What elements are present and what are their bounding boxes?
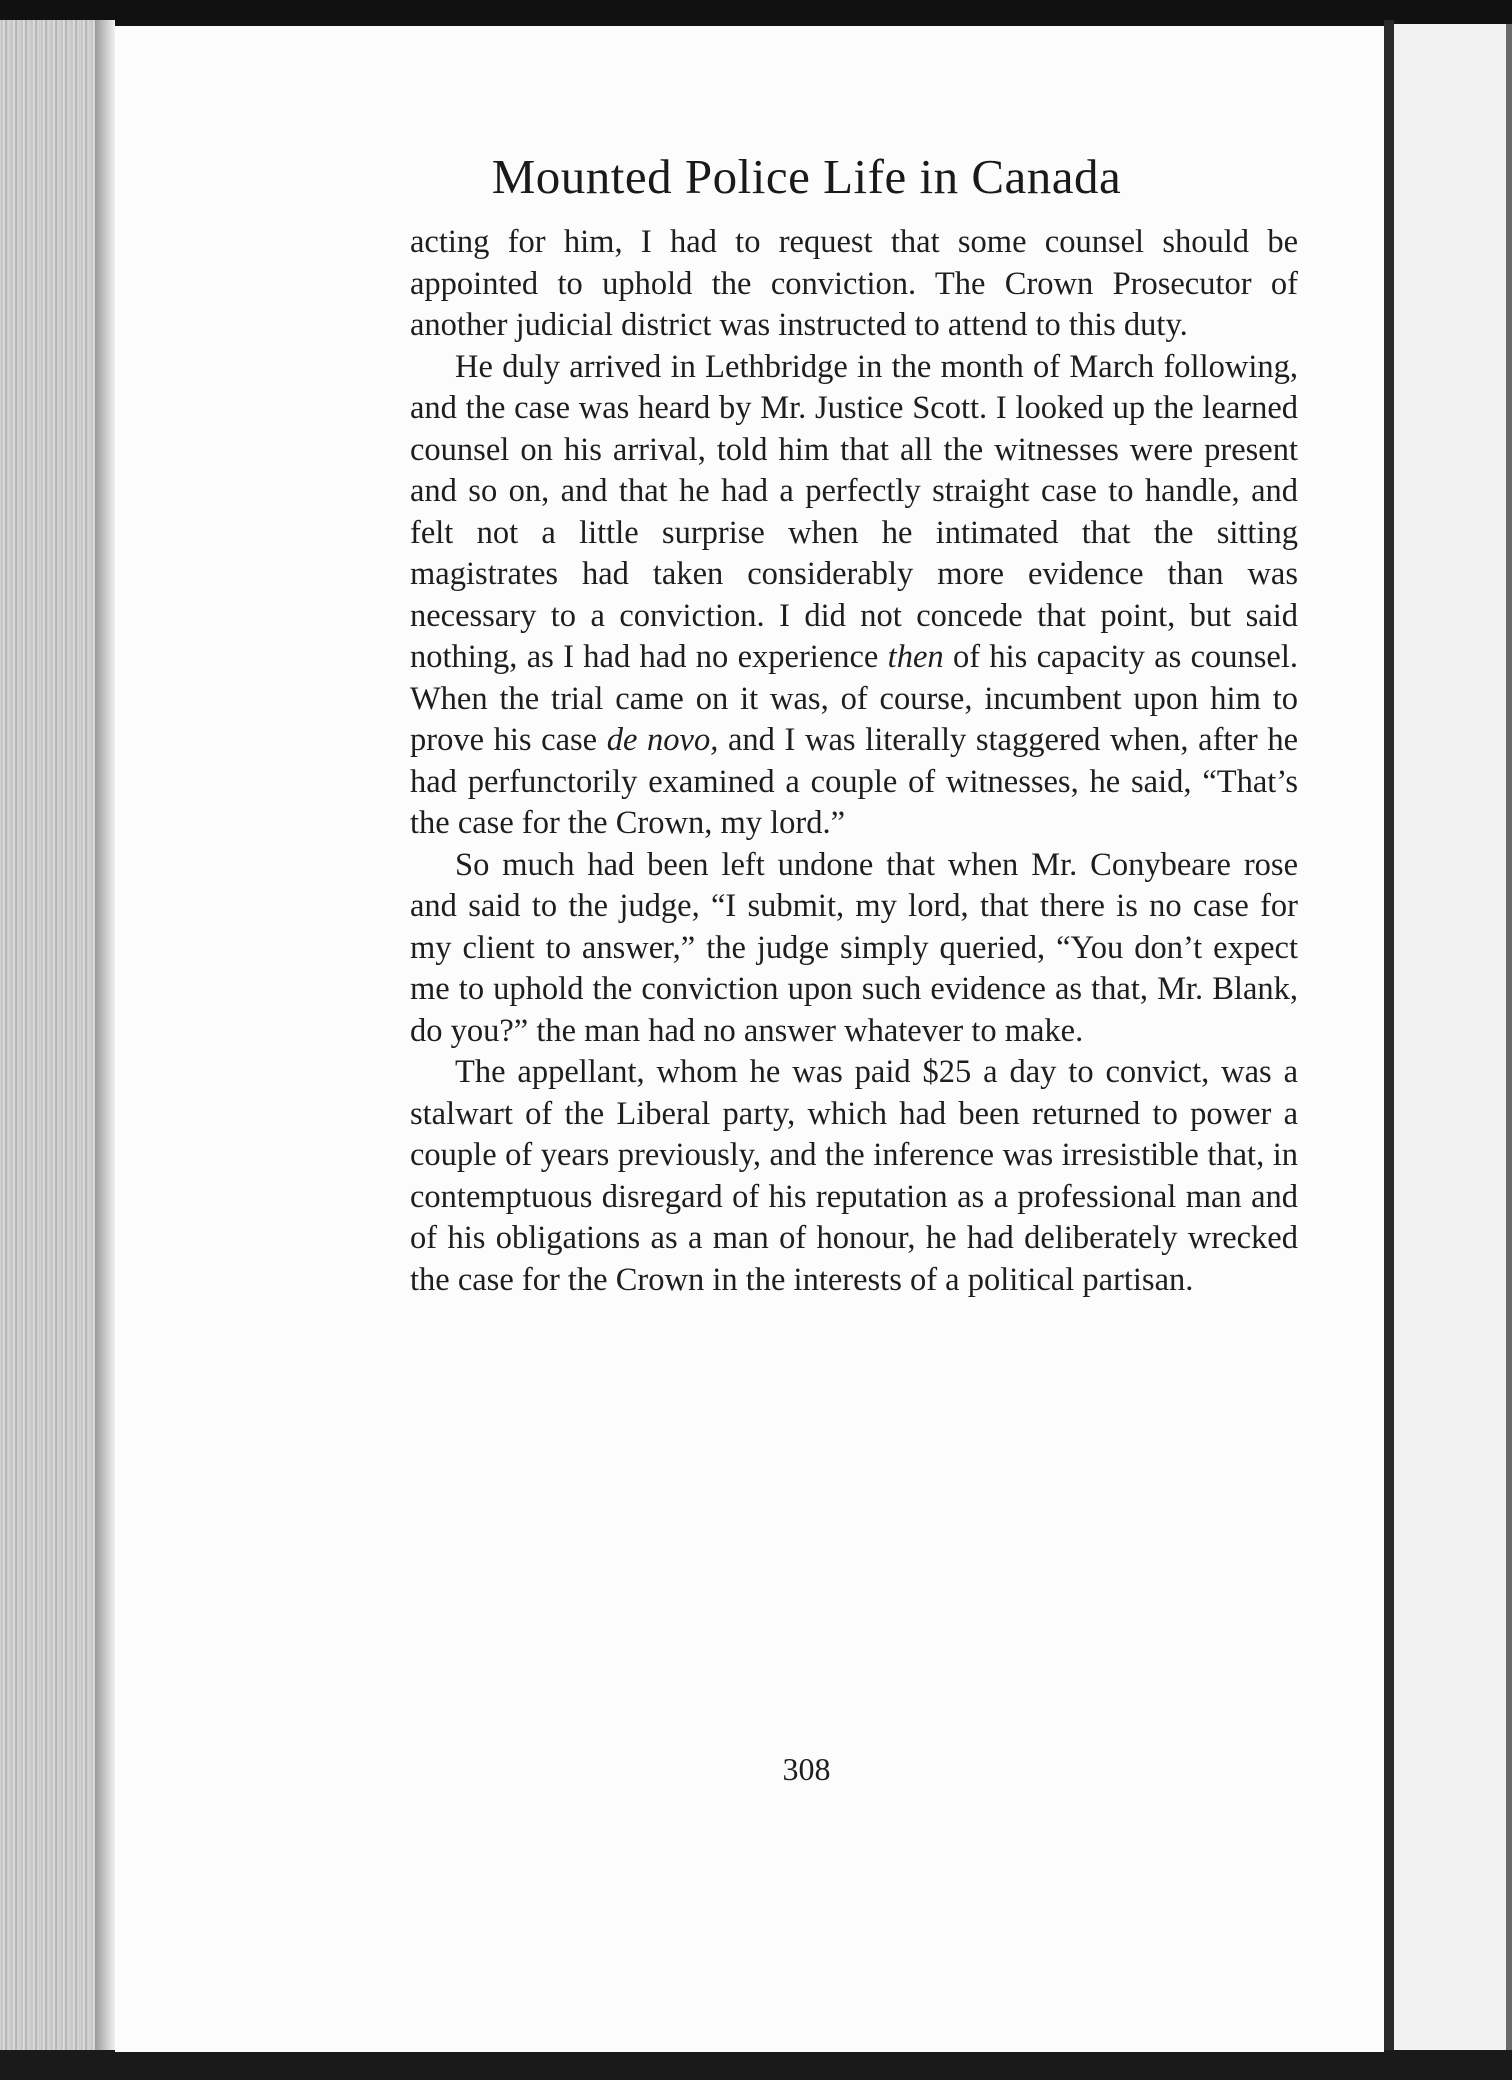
paragraph-text: So much had been left undone that when Mr. Conybeare rose and said to the judge, “I submit, my lord, that there is no case for my client to answer,” the judge simply queried, “You don’t expect me to uphold the conviction upon such evidence as that, Mr. Blank, do you?” the man had no answer whatever to make. [410, 846, 1298, 1049]
paragraph-1 [410, 222, 1298, 347]
paragraph-text: and I was literally staggered when, after he had perfunctorily examined a couple of witnesses, he said, “That’s the case for the Crown, my lord.” [410, 722, 1298, 841]
scan-bottom-edge [0, 2050, 1512, 2080]
book-page-edges [0, 20, 115, 2060]
paragraph-2 [410, 347, 1298, 845]
facing-page-edge [1394, 24, 1512, 2056]
paragraph-text: of his capacity as counsel. When the trial came on it was, of course, incumbent upon him to prove his case [410, 639, 1298, 758]
paragraph-3 [410, 845, 1298, 1053]
italic-emphasis: then [887, 639, 944, 675]
book-page [115, 26, 1384, 2052]
paragraph-4 [410, 1052, 1298, 1301]
page-number: 308 [782, 1751, 831, 1787]
paragraph-text: He duly arrived in Lethbridge in the month of March following, and the case was heard by Mr. Justice Scott. I looked up the learned counsel on his arrival, told him that all the witnesses were present and so on, and that he had a perfectly straight case to handle, and felt not a little surprise when he intimated that the sitting magistrates had taken considerably more evidence than was necessary to a conviction. I did not concede that point, but said nothing, as I had had no experience [410, 348, 1298, 675]
book-gutter [1384, 20, 1394, 2060]
paragraph-text: The appellant, whom he was paid $25 a day to convict, was a stalwart of the Liberal party, which had been returned to power a couple of years previously, and the inference was irresistible that, in contemptuous disregard of his reputation as a professional man and of his obligations as a man of honour, he had deliberately wrecked the case for the Crown in the interests of a political partisan. [410, 1054, 1298, 1298]
paragraph-text: acting for him, I had to request that some counsel should be appointed to uphold the conviction. The Crown Prosecutor of another judicial district was instructed to attend to this duty. [410, 224, 1298, 343]
italic-emphasis: de novo, [606, 722, 719, 758]
running-title: Mounted Police Life in Canada [491, 149, 1122, 204]
body-text [410, 222, 1298, 1301]
